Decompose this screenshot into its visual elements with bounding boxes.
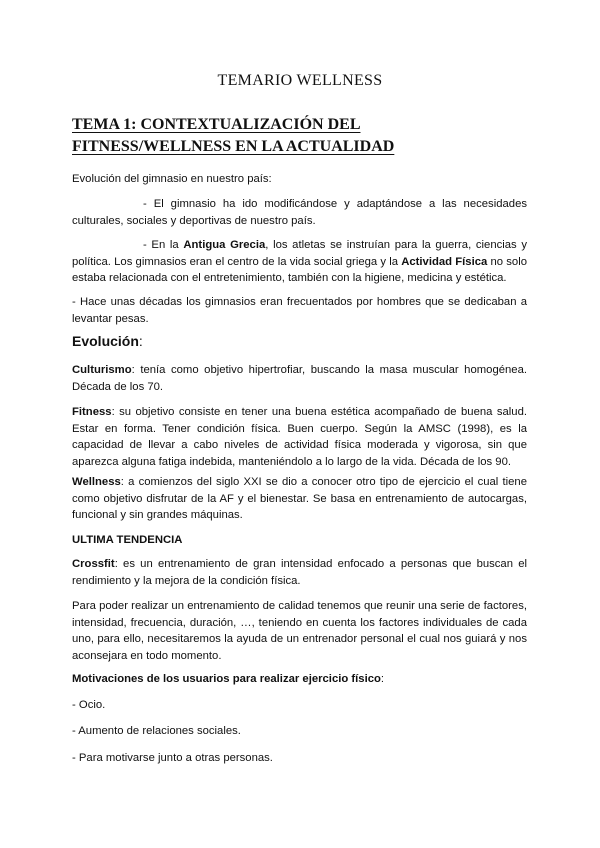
tema-heading-line2: FITNESS/WELLNESS EN LA ACTUALIDAD <box>72 138 395 155</box>
motivaciones-heading-text: Motivaciones de los usuarios para realizar ejercicio físico <box>72 673 381 685</box>
wellness-label: Wellness <box>72 476 121 488</box>
motivacion-item: - Para motivarse junto a otras personas. <box>72 752 273 764</box>
grecia-text-mid: , los atletas se instruían para la guerra, ciencias y política. Los gimnasios eran el centro de la vida social griega y la <box>72 239 528 268</box>
tema-heading-line1: TEMA 1: CONTEXTUALIZACIÓN DEL <box>72 116 361 133</box>
culturismo-paragraph <box>72 362 527 395</box>
wellness-paragraph <box>72 474 527 524</box>
grecia-text-post: no solo estaba relacionada con el entretenimiento, también con la higiene, medicina y estética. <box>72 255 527 284</box>
intro-paragraph-gimnasio-text: - El gimnasio ha ido modificándose y adaptándose a las necesidades culturales, sociales y deportivas de nuestro país. <box>72 198 527 227</box>
intro-paragraph-pesas: - Hace unas décadas los gimnasios eran frecuentados por hombres que se dedicaban a levantar pesas. <box>72 296 527 325</box>
calidad-paragraph: Para poder realizar un entrenamiento de calidad tenemos que reunir una serie de factores, intensidad, frecuencia, duración, …, teniendo en cuenta los factores individuales de cada uno, para ello, necesitaremos la ayuda de un entrenador personal el cual nos guiará y nos aconsejara en todo momento. <box>72 600 527 662</box>
evolucion-heading-colon: : <box>138 333 143 349</box>
motivacion-item: - Ocio. <box>72 699 106 711</box>
motivacion-item: - Aumento de relaciones sociales. <box>72 725 241 737</box>
intro-paragraph-grecia <box>72 237 527 287</box>
motivaciones-heading <box>72 671 527 688</box>
grecia-text-pre: - En la <box>143 239 184 251</box>
fitness-label: Fitness <box>72 406 112 418</box>
intro-heading: Evolución del gimnasio en nuestro país: <box>72 173 272 185</box>
intro-paragraph-gimnasio <box>72 196 527 229</box>
evolucion-heading-text: Evolución <box>72 333 139 349</box>
fitness-paragraph <box>72 404 527 470</box>
fitness-text: : su objetivo consiste en tener una buena estética acompañado de buena salud. Estar en forma. Tener condición física. Buen cuerpo. Según la AMSC (1998), es la capacidad de llevar a cabo niveles de actividad física moderada y vigorosa, sin que aparezca alguna fatiga indebida, manteniéndolo a lo largo de la vida. Década de los 90. <box>72 406 527 468</box>
ultima-tendencia-heading-text: ULTIMA TENDENCIA <box>72 534 183 546</box>
motivaciones-heading-colon: : <box>380 673 385 685</box>
evolucion-heading <box>72 333 143 349</box>
crossfit-paragraph <box>72 556 527 589</box>
crossfit-label: Crossfit <box>72 558 115 570</box>
wellness-text: : a comienzos del siglo XXI se dio a conocer otro tipo de ejercicio el cual tiene como objetivo disfrutar de la AF y el bienestar. Se basa en entrenamiento de autocargas, funcional y sin grandes máquinas. <box>72 476 527 521</box>
culturismo-text: : tenía como objetivo hipertrofiar, buscando la masa muscular homogénea. Década de los 70. <box>72 364 527 393</box>
document-title: TEMARIO WELLNESS <box>217 72 383 89</box>
crossfit-text: : es un entrenamiento de gran intensidad enfocado a personas que buscan el rendimiento y la mejora de la condición física. <box>72 558 527 587</box>
ultima-tendencia-heading <box>72 532 527 549</box>
actividad-fisica-bold: Actividad Física <box>401 255 488 268</box>
tema-heading <box>72 114 532 158</box>
culturismo-label: Culturismo <box>72 364 132 376</box>
antigua-grecia-bold: Antigua Grecia <box>183 239 266 251</box>
